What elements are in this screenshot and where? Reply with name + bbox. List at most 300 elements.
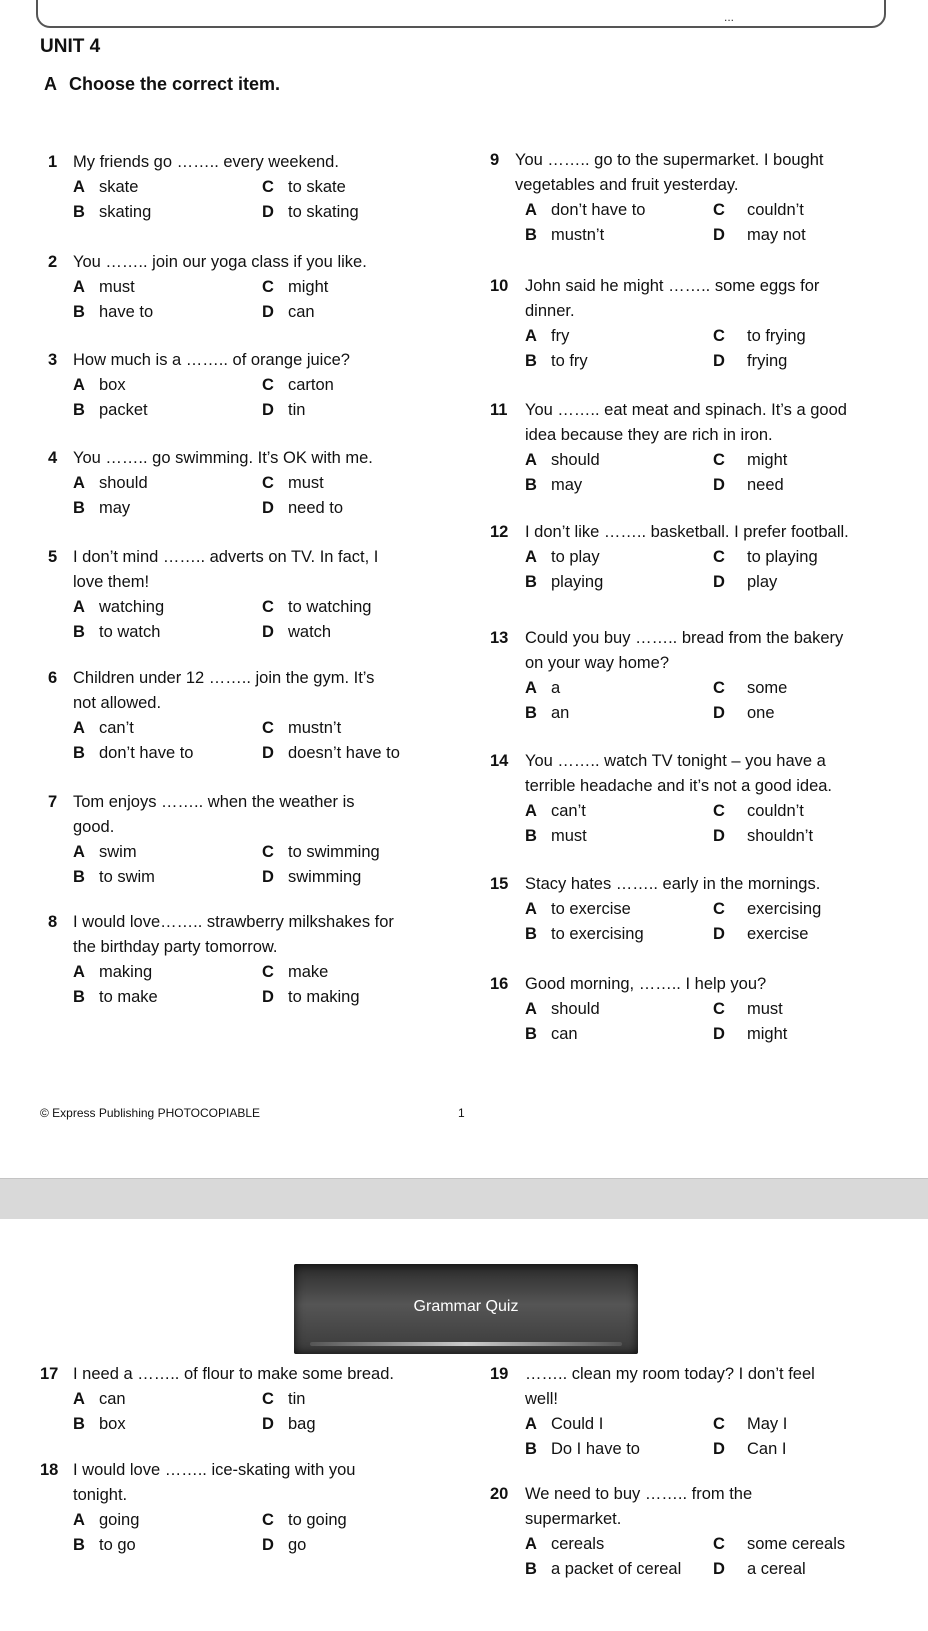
option-letter: A [73,1390,85,1408]
option-b[interactable] [525,1437,640,1462]
option-letter: A [525,900,537,918]
option-a[interactable] [525,198,646,223]
question-number: 12 [490,523,509,541]
grammar-quiz-banner [294,1264,638,1354]
option-a[interactable] [73,716,134,741]
option-a[interactable] [73,175,138,200]
question-text: I would love …….. ice-skating with you [73,1461,356,1479]
question-4 [48,446,468,521]
option-row [490,897,920,922]
question-5 [48,545,468,645]
question-text: love them! [73,573,150,591]
option-c[interactable] [713,799,804,824]
option-d[interactable] [262,398,305,423]
question-number: 10 [490,277,509,295]
option-text: some cereals [747,1535,846,1553]
question-stem-line [48,150,468,175]
option-d[interactable] [713,570,777,595]
question-stem-line [490,148,920,173]
question-number: 11 [490,401,508,419]
option-c[interactable] [262,1387,305,1412]
option-a[interactable] [73,471,148,496]
question-stem-line [40,1362,460,1387]
option-d[interactable] [713,922,808,947]
option-c[interactable] [262,471,324,496]
option-row [490,1437,920,1462]
question-text: idea because they are rich in iron. [525,426,773,444]
question-stem-line [490,299,920,324]
option-letter: D [713,1560,725,1578]
option-b[interactable] [73,200,151,225]
question-3 [48,348,468,423]
option-letter: D [262,623,274,641]
question-13 [490,626,920,726]
question-stem-line [490,173,920,198]
question-stem-line [490,520,920,545]
option-c[interactable] [713,324,806,349]
option-text: should [99,474,148,492]
option-letter: A [525,201,537,219]
option-text: go [288,1536,307,1554]
option-a[interactable] [525,997,600,1022]
option-row [490,324,920,349]
page-divider [0,1178,928,1219]
option-text: can [288,303,315,321]
question-number: 2 [48,253,58,271]
option-d[interactable] [713,223,806,248]
option-text: fry [551,327,570,345]
question-text: You …….. go swimming. It’s OK with me. [73,449,373,467]
option-text: swim [99,843,137,861]
option-letter: B [73,499,85,517]
option-text: frying [747,352,788,370]
option-b[interactable] [525,1022,578,1047]
option-letter: B [73,303,85,321]
option-letter: A [73,598,85,616]
option-letter: C [262,278,274,296]
option-a[interactable] [525,676,560,701]
option-a[interactable] [73,960,152,985]
option-text: making [99,963,153,981]
option-a[interactable] [73,1387,126,1412]
option-letter: A [73,1511,85,1529]
option-letter: C [262,843,274,861]
option-row [490,1532,920,1557]
option-a[interactable] [525,1532,604,1557]
option-c[interactable] [713,676,787,701]
option-letter: D [713,827,725,845]
option-text: box [99,376,126,394]
option-text: mustn’t [551,226,605,244]
option-text: to watching [288,598,372,616]
option-text: playing [551,573,604,591]
option-letter: A [73,719,85,737]
option-b[interactable] [73,1533,136,1558]
question-text: I need a …….. of flour to make some bread. [73,1365,394,1383]
option-b[interactable] [73,398,148,423]
option-letter: D [713,1440,725,1458]
option-text: a [551,679,561,697]
option-d[interactable] [262,1412,316,1437]
question-text: tonight. [73,1486,128,1504]
option-text: may [99,499,131,517]
option-text: need to [288,499,344,517]
question-text: the birthday party tomorrow. [73,938,278,956]
question-text: …….. clean my room today? I don’t feel [525,1365,815,1383]
option-text: have to [99,303,154,321]
option-letter: A [525,548,537,566]
option-text: must [288,474,324,492]
option-text: must [747,1000,783,1018]
question-text: You …….. eat meat and spinach. It’s a good [525,401,847,419]
question-number: 14 [490,752,509,770]
question-16 [490,972,920,1047]
option-d[interactable] [713,1557,806,1582]
option-letter: A [73,278,85,296]
question-stem-line [48,570,468,595]
question-stem-line [490,423,920,448]
option-letter: D [262,744,274,762]
option-text: doesn’t have to [288,744,400,762]
option-letter: D [713,925,725,943]
question-number: 3 [48,351,58,369]
question-6 [48,666,468,766]
option-text: need [747,476,784,494]
option-a[interactable] [525,799,586,824]
option-c[interactable] [713,897,821,922]
option-d[interactable] [262,300,315,325]
option-text: couldn’t [747,802,804,820]
option-text: tin [288,401,306,419]
option-row [48,300,468,325]
option-d[interactable] [713,1022,787,1047]
option-text: one [747,704,775,722]
option-text: watch [288,623,332,641]
option-b[interactable] [73,1412,126,1437]
option-letter: D [262,499,274,517]
option-text: play [747,573,778,591]
option-text: a cereal [747,1560,806,1578]
option-c[interactable] [262,175,346,200]
option-text: might [747,451,788,469]
option-row [490,545,920,570]
option-text: tin [288,1390,306,1408]
option-row [490,799,920,824]
question-number: 17 [40,1365,59,1383]
question-stem-line [48,446,468,471]
option-letter: D [262,203,274,221]
option-row [48,865,468,890]
option-b[interactable] [525,223,604,248]
question-18 [40,1458,460,1558]
question-stem-line [490,1482,920,1507]
question-stem-line [48,691,468,716]
option-b[interactable] [525,701,569,726]
question-text: vegetables and fruit yesterday. [515,176,739,194]
option-a[interactable] [525,897,631,922]
option-row [48,741,468,766]
question-14 [490,749,920,849]
option-letter: A [73,474,85,492]
option-letter: B [73,623,85,641]
question-text: John said he might …….. some eggs for [525,277,820,295]
option-letter: D [262,1536,274,1554]
question-text: Children under 12 …….. join the gym. It’s [73,669,375,687]
option-c[interactable] [713,1412,787,1437]
option-row [48,398,468,423]
option-letter: B [525,925,537,943]
question-number: 1 [48,153,58,171]
question-number: 4 [48,449,58,467]
option-d[interactable] [713,701,775,726]
question-number: 8 [48,913,58,931]
option-text: exercise [747,925,809,943]
option-c[interactable] [262,275,328,300]
option-text: must [551,827,587,845]
option-text: to going [288,1511,347,1529]
option-letter: B [525,476,537,494]
option-text: should [551,1000,600,1018]
option-text: can’t [99,719,134,737]
option-letter: B [525,226,537,244]
option-d[interactable] [262,741,400,766]
option-text: to exercising [551,925,644,943]
question-text: good. [73,818,115,836]
option-text: may [551,476,583,494]
option-letter: B [525,352,537,370]
option-a[interactable] [525,1412,603,1437]
option-row [48,373,468,398]
option-text: exercising [747,900,822,918]
option-text: a packet of cereal [551,1560,682,1578]
option-d[interactable] [262,496,343,521]
option-row [48,620,468,645]
option-a[interactable] [73,595,164,620]
exercise-instruction [44,74,280,95]
option-letter: B [525,704,537,722]
option-c[interactable] [713,198,804,223]
question-stem-line [490,774,920,799]
copyright-notice: © Express Publishing PHOTOCOPIABLE [40,1106,261,1120]
option-row [40,1387,460,1412]
option-text: may not [747,226,806,244]
option-letter: D [713,704,725,722]
question-15 [490,872,920,947]
option-letter: A [525,1000,537,1018]
option-text: make [288,963,329,981]
question-8 [48,910,468,1010]
question-text: dinner. [525,302,575,320]
option-text: to frying [747,327,806,345]
option-letter: C [262,719,274,737]
option-row [490,448,920,473]
top-frame [36,0,886,28]
option-letter: D [713,476,725,494]
question-text: Good morning, …….. I help you? [525,975,767,993]
option-letter: B [525,827,537,845]
option-c[interactable] [713,545,818,570]
question-12 [490,520,920,595]
option-row [48,200,468,225]
option-text: to skating [288,203,359,221]
question-19 [490,1362,920,1462]
question-number: 15 [490,875,509,893]
option-row [490,349,920,374]
option-b[interactable] [525,922,644,947]
option-text: an [551,704,570,722]
option-text: to watch [99,623,161,641]
option-text: don’t have to [99,744,194,762]
option-c[interactable] [262,373,334,398]
option-text: might [747,1025,788,1043]
question-stem-line [490,274,920,299]
question-number: 19 [490,1365,509,1383]
question-number: 18 [40,1461,59,1479]
option-a[interactable] [73,1508,139,1533]
option-row [490,198,920,223]
option-b[interactable] [73,865,155,890]
option-text: should [551,451,600,469]
question-number: 5 [48,548,58,566]
question-text: on your way home? [525,654,669,672]
option-text: some [747,679,788,697]
option-text: cereals [551,1535,605,1553]
option-text: Could I [551,1415,604,1433]
question-number: 9 [490,151,500,169]
option-row [490,1412,920,1437]
option-letter: A [73,963,85,981]
option-row [490,570,920,595]
option-letter: D [713,573,725,591]
option-d[interactable] [262,200,359,225]
option-letter: B [525,1025,537,1043]
question-text: My friends go …….. every weekend. [73,153,339,171]
option-b[interactable] [73,741,194,766]
option-b[interactable] [73,496,130,521]
option-row [48,960,468,985]
option-b[interactable] [73,620,160,645]
option-letter: B [525,1560,537,1578]
question-stem-line [490,1507,920,1532]
option-text: to skate [288,178,346,196]
option-letter: D [713,352,725,370]
question-stem-line [490,749,920,774]
option-text: carton [288,376,334,394]
option-c[interactable] [713,1532,845,1557]
option-letter: C [262,1390,274,1408]
option-text: to play [551,548,600,566]
option-text: May I [747,1415,788,1433]
option-text: skating [99,203,152,221]
question-stem-line [48,250,468,275]
option-letter: D [262,303,274,321]
question-text: Stacy hates …….. early in the mornings. [525,875,821,893]
option-d[interactable] [713,824,813,849]
option-d[interactable] [713,473,784,498]
option-a[interactable] [525,545,600,570]
question-17 [40,1362,460,1437]
option-letter: C [713,900,725,918]
option-text: going [99,1511,140,1529]
option-c[interactable] [713,997,783,1022]
option-text: couldn’t [747,201,804,219]
option-d[interactable] [713,1437,786,1462]
option-a[interactable] [73,840,137,865]
option-b[interactable] [525,1557,681,1582]
option-row [490,473,920,498]
question-stem-line [490,626,920,651]
question-10 [490,274,920,374]
option-letter: B [73,1536,85,1554]
option-b[interactable] [525,570,603,595]
option-c[interactable] [262,716,341,741]
question-number: 6 [48,669,58,687]
instruction-letter: A [44,74,57,94]
option-a[interactable] [73,373,126,398]
option-letter: C [713,802,725,820]
option-text: packet [99,401,148,419]
option-letter: B [525,573,537,591]
option-d[interactable] [262,985,360,1010]
question-text: I don’t like …….. basketball. I prefer football. [525,523,849,541]
option-b[interactable] [525,349,588,374]
option-d[interactable] [262,865,361,890]
option-row [40,1412,460,1437]
question-text: supermarket. [525,1510,622,1528]
option-row [48,840,468,865]
option-d[interactable] [713,349,787,374]
option-letter: A [525,451,537,469]
question-text: Could you buy …….. bread from the bakery [525,629,844,647]
option-letter: C [262,474,274,492]
option-letter: B [525,1440,537,1458]
option-text: to swim [99,868,155,886]
option-text: skate [99,178,139,196]
question-stem-line [490,398,920,423]
option-a[interactable] [73,275,135,300]
option-letter: B [73,1415,85,1433]
option-c[interactable] [262,840,380,865]
option-letter: C [713,1000,725,1018]
option-b[interactable] [73,300,153,325]
option-text: watching [99,598,165,616]
option-c[interactable] [262,960,328,985]
option-row [490,922,920,947]
option-row [48,471,468,496]
option-b[interactable] [525,473,582,498]
option-text: to swimming [288,843,380,861]
option-c[interactable] [262,595,371,620]
option-row [490,676,920,701]
option-b[interactable] [73,985,158,1010]
option-c[interactable] [262,1508,347,1533]
option-a[interactable] [525,448,600,473]
option-row [490,997,920,1022]
option-text: can [551,1025,578,1043]
option-a[interactable] [525,324,569,349]
option-letter: B [73,744,85,762]
option-text: mustn’t [288,719,342,737]
question-text: not allowed. [73,694,162,712]
option-letter: D [262,1415,274,1433]
option-d[interactable] [262,620,331,645]
option-b[interactable] [525,824,587,849]
option-letter: C [262,1511,274,1529]
option-d[interactable] [262,1533,306,1558]
option-row [490,824,920,849]
option-letter: B [73,868,85,886]
option-c[interactable] [713,448,787,473]
